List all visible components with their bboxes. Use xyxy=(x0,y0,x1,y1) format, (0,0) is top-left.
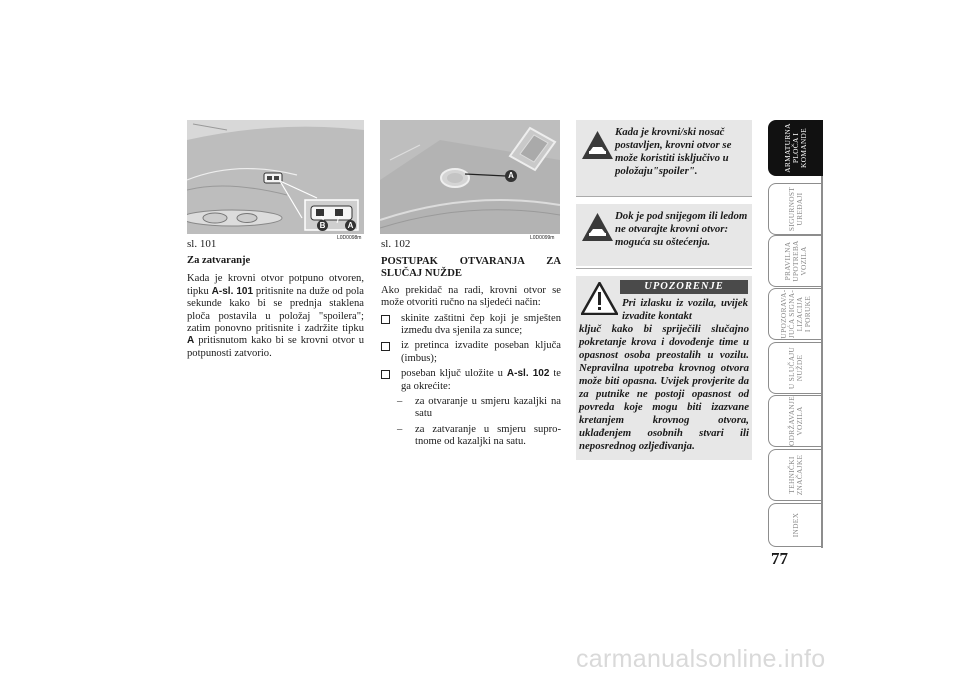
closing-ref-fig101: A-sl. 101 xyxy=(211,285,254,297)
fig101-label: sl. 101 xyxy=(187,238,217,250)
tabs-rail-line xyxy=(821,176,823,548)
step-text-tail: te ga okrećite: xyxy=(401,368,562,392)
dash-bullet: – xyxy=(397,423,403,435)
chapter-tab-label: INDEX xyxy=(790,512,800,538)
figure-101-image xyxy=(187,120,364,234)
emergency-steps-list xyxy=(381,313,561,393)
warning-box-snow xyxy=(576,204,752,266)
headliner-switch-illustration xyxy=(187,120,364,234)
chapter-tab-8[interactable] xyxy=(768,503,822,547)
closing-text-2: pritisnite na duže od pola sekunde kako bi se prednja staklena ploča postavila u položaj "spoilera"; zatim ponovno pritisnite i zadržite tipku xyxy=(187,285,364,335)
section-heading-emergency: POSTUPAK OTVARANJA ZA SLUČAJ NUŽDE xyxy=(381,256,561,280)
checkbox-bullet-icon xyxy=(381,315,390,324)
closing-paragraph xyxy=(187,273,364,360)
chapter-tab-label: U SLUČAJU NUŽDE xyxy=(786,346,804,390)
column-2-text xyxy=(381,256,561,452)
closing-text-1: Kada je krovni otvor potpuno otvoren, tipku xyxy=(187,273,364,297)
step-item xyxy=(381,368,561,393)
step-text: skinite zaštitni čep koji je smješten između dva sjenila za sunce; xyxy=(401,312,561,337)
step-text: poseban ključ uložite u xyxy=(401,368,507,380)
warning-banner: UPOZORENJE xyxy=(620,280,748,294)
closing-text-3: pritisnutom kako bi se krovni otvor u potpunosti zatvorio. xyxy=(187,335,364,359)
chapter-tab-label: UPOZORAVA- JUĆA SIGNA- LIZACIJA I PORUKE xyxy=(778,289,812,339)
chapter-tab-1[interactable] xyxy=(768,120,823,176)
car-roof-warning-icon xyxy=(581,130,614,160)
chapter-tab-4[interactable] xyxy=(768,288,822,340)
column-1-text xyxy=(187,255,364,360)
step-text: iz pretinca izvadite poseban ključa (imbus); xyxy=(401,340,561,364)
checkbox-bullet-icon xyxy=(381,370,390,379)
substep-text: za zatvaranje u smjeru suprotnome od kazaljki na satu. xyxy=(415,423,561,448)
fig101-code-label: L0D0098m xyxy=(337,235,362,241)
chapter-tab-label: ODRŽAVANJE VOZILA xyxy=(786,396,804,446)
fig101-marker-b: B xyxy=(317,220,328,231)
warning-text-snow: Dok je pod snijegom ili ledom ne otvarajte krovni otvor: moguća su oštećenja. xyxy=(615,210,748,248)
chapter-tab-label: SIGURNOST UREĐAJI xyxy=(786,186,804,232)
chapter-tab-6[interactable] xyxy=(768,395,822,447)
chapter-tab-label: ARMATURNA PLOČA I KOMANDE xyxy=(782,123,808,173)
dash-bullet: – xyxy=(397,396,403,408)
rotation-substeps-list xyxy=(381,396,561,449)
fig102-label: sl. 102 xyxy=(381,238,411,250)
fig102-code-label: L0D0099m xyxy=(530,235,555,241)
figure-102-image xyxy=(380,120,560,234)
substep-text: za otvaranje u smjeru kazaljki na satu xyxy=(415,396,561,420)
section-heading-closing: Za zatvaranje xyxy=(187,255,251,266)
warning-text-danger-body: ključ kako bi spriječili slučajno pokretanje krova i dovođenje time u opasnost osoba preostalih u vozilu. Nepravilna upotreba krovnog otvora može biti opasna. Uvijek provjerite da za putnike ne postoji opasnost od povreda koje mogu biti izazvane kretanjem krovnog otvora, uklađenjem osobnih stvari ili neposrednog ozljeđivanja. xyxy=(579,323,749,452)
substep-item xyxy=(381,396,561,421)
warning-box-roof-rack xyxy=(576,120,752,196)
step-item xyxy=(381,313,561,338)
roof-cap-illustration xyxy=(380,120,560,234)
step-item xyxy=(381,340,561,365)
warning-separator xyxy=(576,196,752,197)
warning-box-danger xyxy=(576,276,752,460)
closing-ref-button-a: A xyxy=(187,335,195,347)
fig101-marker-a: A xyxy=(345,220,356,231)
watermark-text: carmanualsonline.info xyxy=(576,645,826,673)
chapter-tab-label: PRAVILNA UPOTREBA VOZILA xyxy=(782,240,808,282)
warning-text-danger-head: Pri izlasku iz vozila, uvijek izvadite kontakt xyxy=(622,297,748,322)
chapter-tab-2[interactable] xyxy=(768,183,822,235)
page-number: 77 xyxy=(771,549,788,568)
chapter-tab-7[interactable] xyxy=(768,449,822,501)
chapter-tab-3[interactable] xyxy=(768,235,822,287)
warning-text-roof-rack: Kada je krovni/ski nosač postavljen, krovni otvor se može koristiti isključivo u položaju"spoiler". xyxy=(615,126,732,177)
chapter-tab-label: TEHNIČKI ZNAČAJKE xyxy=(786,454,804,496)
step-ref-fig102: A-sl. 102 xyxy=(506,368,550,380)
substep-item xyxy=(381,424,561,449)
fig102-marker-a: A xyxy=(505,170,517,182)
chapter-tab-5[interactable] xyxy=(768,342,822,394)
exclamation-warning-icon xyxy=(581,282,618,315)
emergency-intro: Ako prekidač na radi, krovni otvor se može otvoriti ručno na sljedeći način: xyxy=(381,284,561,309)
warning-separator xyxy=(576,268,752,269)
checkbox-bullet-icon xyxy=(381,342,390,351)
car-roof-warning-icon xyxy=(581,212,614,242)
